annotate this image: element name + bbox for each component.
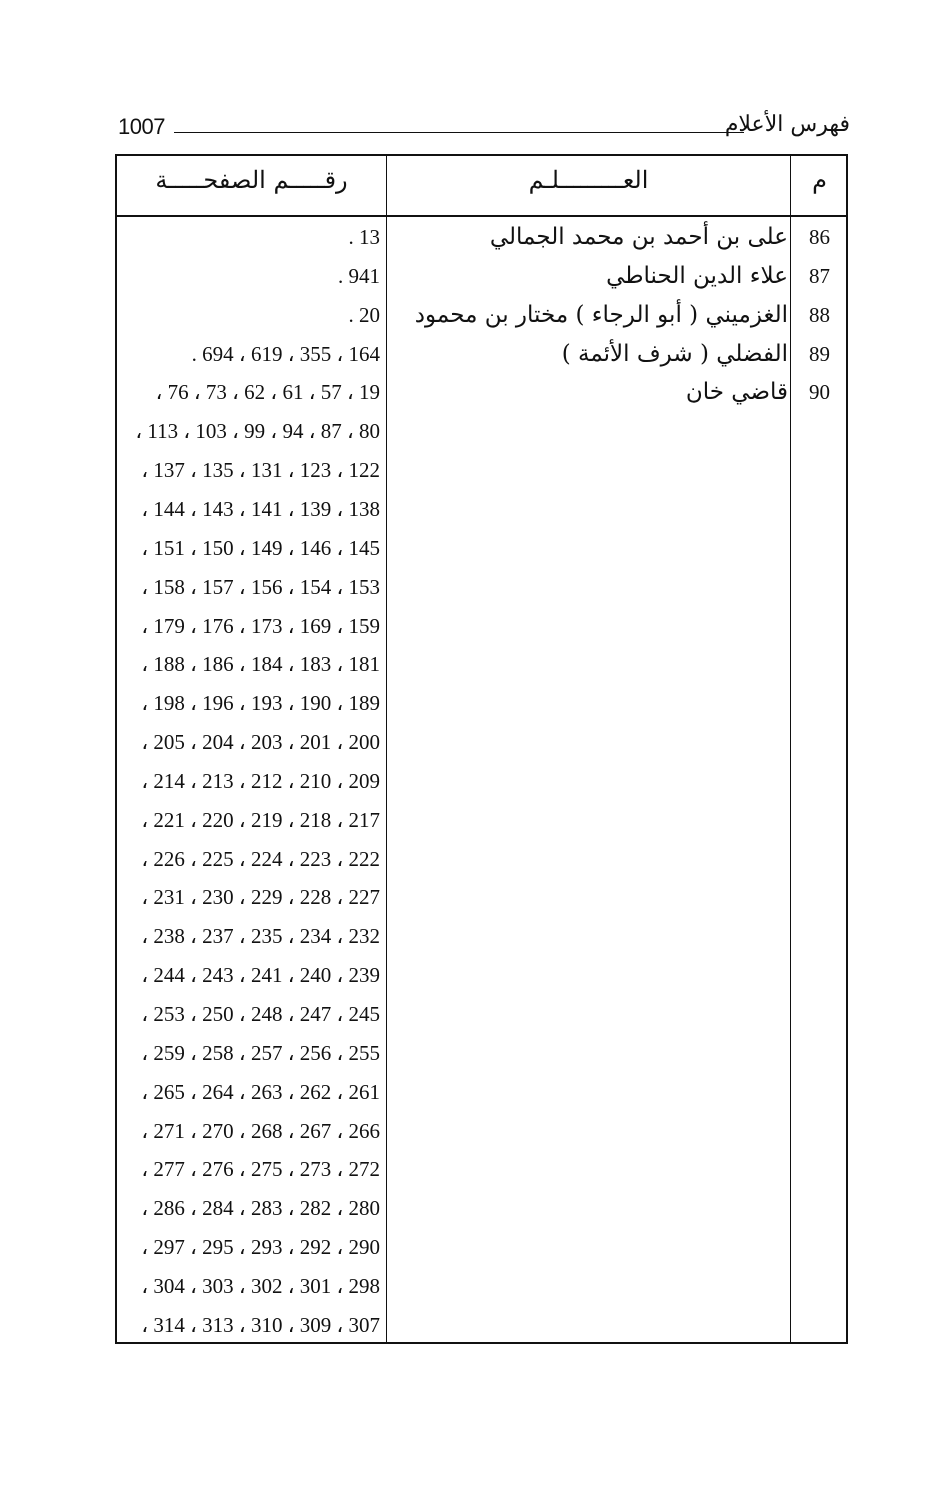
page-number: 1007: [118, 114, 165, 139]
table-row: [117, 840, 846, 879]
table-row: [117, 684, 846, 723]
page-numbers-cell: 13 .: [348, 225, 380, 249]
page-numbers-cell: 159 ، 169 ، 173 ، 176 ، 179 ،: [141, 613, 380, 638]
page-numbers-cell: 209 ، 210 ، 212 ، 213 ، 214 ،: [141, 768, 380, 793]
page-numbers-cell: 941 .: [338, 263, 380, 288]
table-row: [117, 335, 846, 374]
page-numbers-cell: 80 ، 87 ، 94 ، 99 ، 103 ، 113 ،: [135, 419, 380, 444]
table-row: [117, 296, 846, 335]
entry-number-cell: 87: [809, 263, 830, 288]
table-row: [117, 1034, 846, 1073]
page-numbers-cell: 298 ، 301 ، 302 ، 303 ، 304 ،: [141, 1273, 380, 1298]
table-row: [117, 218, 846, 257]
table-row: [117, 412, 846, 451]
table-row: [117, 1150, 846, 1189]
name-cell: قاضي خان: [685, 379, 788, 406]
table-row: [117, 645, 846, 684]
table-row: [117, 956, 846, 995]
page-numbers-cell: 217 ، 218 ، 219 ، 220 ، 221 ،: [141, 807, 380, 832]
table-row: [117, 762, 846, 801]
name-cell: الفضلي ( شرف الأئمة ): [561, 340, 788, 367]
page-numbers-cell: 20 .: [348, 302, 380, 327]
table-row: [117, 529, 846, 568]
entry-number-cell: 89: [809, 341, 830, 366]
table-row: [117, 878, 846, 917]
table-row: [117, 1073, 846, 1112]
page-numbers-cell: 272 ، 273 ، 275 ، 276 ، 277 ،: [141, 1157, 380, 1182]
table-row: [117, 257, 846, 296]
page-numbers-cell: 222 ، 223 ، 224 ، 225 ، 226 ،: [141, 846, 380, 871]
header-divider: [117, 215, 846, 217]
table-row: [117, 568, 846, 607]
column-header-pages: رقـــــم الصفحـــــة: [155, 166, 348, 194]
table-row: [117, 917, 846, 956]
name-cell: الغزميني ( أبو الرجاء ) مختار بن محمود: [414, 301, 788, 328]
page-numbers-cell: 266 ، 267 ، 268 ، 270 ، 271 ،: [141, 1118, 380, 1143]
table-row: [117, 490, 846, 529]
page-numbers-cell: 261 ، 262 ، 263 ، 264 ، 265 ،: [141, 1079, 380, 1104]
page-numbers-cell: 290 ، 292 ، 293 ، 295 ، 297 ،: [141, 1235, 380, 1260]
table-row: [117, 607, 846, 646]
index-table: [115, 154, 848, 1344]
table-row: [117, 1306, 846, 1345]
entry-number-cell: 90: [809, 380, 830, 405]
page-numbers-cell: 200 ، 201 ، 203 ، 204 ، 205 ،: [141, 730, 380, 755]
page-numbers-cell: 189 ، 190 ، 193 ، 196 ، 198 ،: [141, 691, 380, 716]
table-row: [117, 801, 846, 840]
entry-number-cell: 86: [809, 225, 830, 249]
page-numbers-cell: 181 ، 183 ، 184 ، 186 ، 188 ،: [141, 652, 380, 677]
table-row: [117, 373, 846, 412]
table-row: [117, 1228, 846, 1267]
page-numbers-cell: 19 ، 57 ، 61 ، 62 ، 73 ، 76 ،: [155, 380, 380, 405]
table-row: [117, 1267, 846, 1306]
entry-number-cell: 88: [809, 302, 830, 327]
page-numbers-cell: 164 ، 355 ، 619 ، 694 .: [191, 341, 380, 366]
page-numbers-cell: 227 ، 228 ، 229 ، 230 ، 231 ،: [141, 885, 380, 910]
page-numbers-cell: 122 ، 123 ، 131 ، 135 ، 137 ،: [141, 458, 380, 483]
page-numbers-cell: 307 ، 309 ، 310 ، 313 ، 314 ،: [141, 1312, 380, 1337]
table-row: [117, 1112, 846, 1151]
page-numbers-cell: 239 ، 240 ، 241 ، 243 ، 244 ،: [141, 963, 380, 988]
table-row: [117, 451, 846, 490]
page-header: [118, 112, 850, 142]
table-row: [117, 995, 846, 1034]
column-header-name: العـــــــــلـم: [528, 166, 649, 194]
table-row: [117, 1189, 846, 1228]
name-cell: على بن أحمد بن محمد الجمالي: [489, 224, 788, 250]
header-rule: [174, 132, 744, 133]
page-numbers-cell: 138 ، 139 ، 141 ، 143 ، 144 ،: [141, 496, 380, 521]
table-row: [117, 723, 846, 762]
column-header-number: م: [812, 166, 827, 194]
name-cell: علاء الدين الحناطي: [606, 262, 788, 289]
page-numbers-cell: 245 ، 247 ، 248 ، 250 ، 253 ،: [141, 1002, 380, 1026]
page-numbers-cell: 153 ، 154 ، 156 ، 157 ، 158 ،: [141, 574, 380, 599]
page-title: فهرس الأعلام: [724, 112, 850, 137]
page-numbers-cell: 280 ، 282 ، 283 ، 284 ، 286 ،: [141, 1196, 380, 1221]
page-numbers-cell: 145 ، 146 ، 149 ، 150 ، 151 ،: [141, 535, 380, 560]
page-numbers-cell: 232 ، 234 ، 235 ، 237 ، 238 ،: [141, 924, 380, 949]
page-numbers-cell: 255 ، 256 ، 257 ، 258 ، 259 ،: [141, 1040, 380, 1065]
